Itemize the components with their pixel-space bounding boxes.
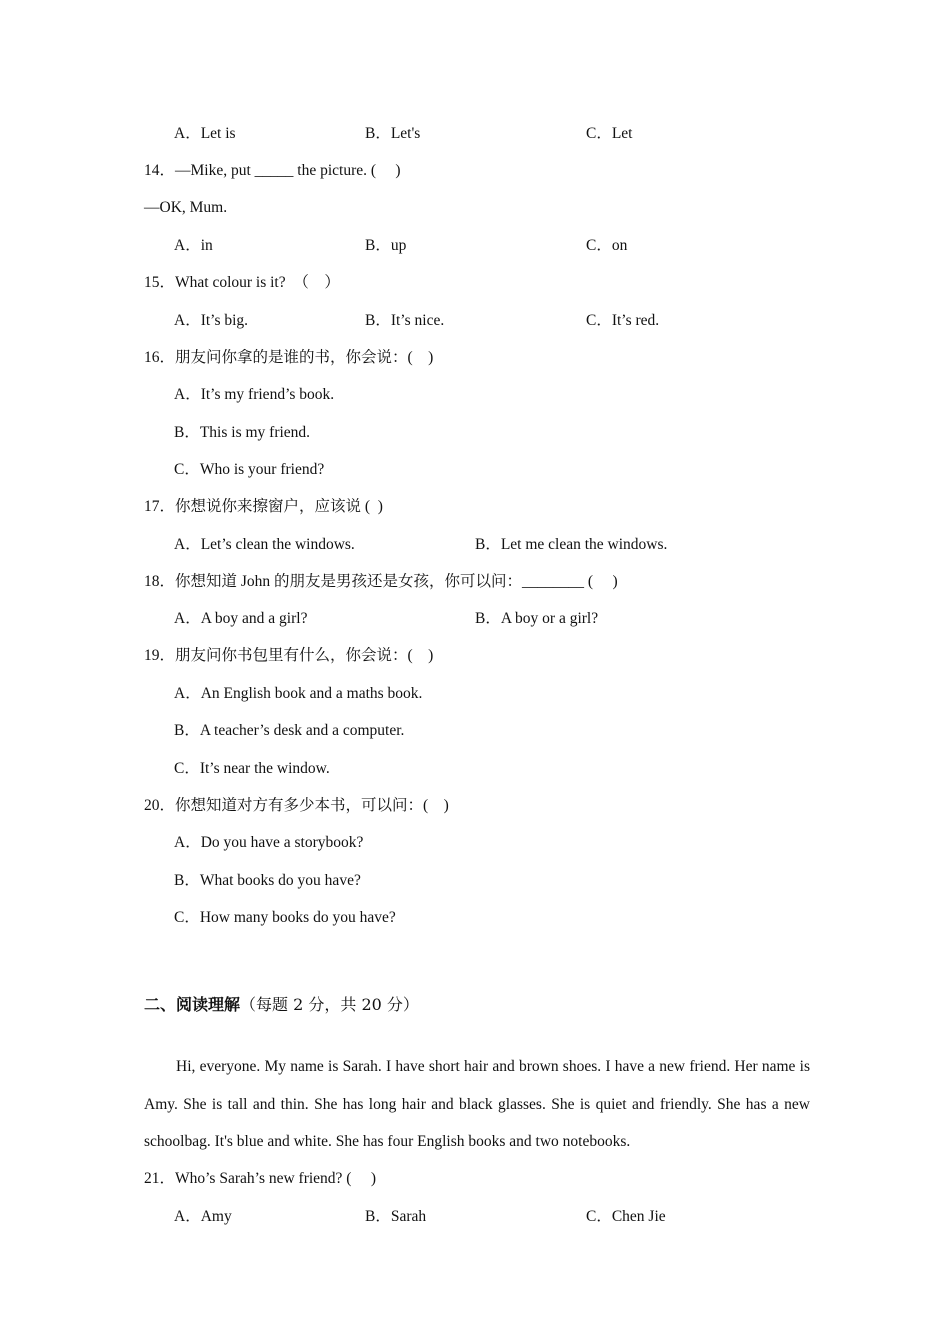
q20-option-b: B．What books do you have? [174, 872, 361, 889]
q21-stem: 21．Who’s Sarah’s new friend? ( ) [144, 1170, 377, 1187]
section-title: 二、阅读理解 [144, 995, 241, 1014]
q16-stem: 16．朋友问你拿的是谁的书，你会说：( ) [144, 349, 434, 366]
q18-option-a: A．A boy and a girl? [174, 610, 308, 627]
q19-option-b: B．A teacher’s desk and a computer. [174, 722, 405, 739]
q16-option-c: C．Who is your friend? [174, 461, 325, 478]
reading-passage: Hi, everyone. My name is Sarah. I have short hair and brown shoes. I have a new friend. Her name is Amy. She is tall and thin. She has long hair and black glasses. She is quiet and friendly. She has a new schoolbag. It's blue and white. She has four English books and two notebooks. [144, 1058, 810, 1150]
q18-stem: 18．你想知道 John 的朋友是男孩还是女孩，你可以问：________ ( ) [144, 573, 618, 590]
q15-stem: 15．What colour is it? （ ） [144, 274, 340, 291]
q13-option-c: C．Let [586, 125, 633, 142]
q17-option-b: B．Let me clean the windows. [475, 536, 668, 553]
q15-option-b: B．It’s nice. [365, 312, 445, 329]
q14-option-c: C．on [586, 237, 628, 254]
q19-option-a: A．An English book and a maths book. [174, 685, 423, 702]
q20-stem: 20．你想知道对方有多少本书，可以问：( ) [144, 797, 449, 814]
q20-option-c: C．How many books do you have? [174, 909, 396, 926]
q13-option-b: B．Let's [365, 125, 421, 142]
q19-option-c: C．It’s near the window. [174, 760, 330, 777]
section-heading [144, 995, 419, 1015]
q14-option-a: A．in [174, 237, 213, 254]
q15-option-c: C．It’s red. [586, 312, 660, 329]
q21-option-b: B．Sarah [365, 1208, 427, 1225]
q13-option-a: A．Let is [174, 125, 236, 142]
q17-stem: 17．你想说你来擦窗户，应该说 ( ) [144, 498, 383, 515]
q21-option-a: A．Amy [174, 1208, 232, 1225]
section-note: （每题 2 分，共 20 分） [240, 995, 419, 1014]
q14-stem: 14．—Mike, put _____ the picture. ( ) [144, 162, 401, 179]
q18-option-b: B．A boy or a girl? [475, 610, 599, 627]
q21-option-c: C．Chen Jie [586, 1208, 666, 1225]
q14-reply: —OK, Mum. [144, 199, 228, 216]
q15-option-a: A．It’s big. [174, 312, 249, 329]
q17-option-a: A．Let’s clean the windows. [174, 536, 355, 553]
q16-option-b: B．This is my friend. [174, 424, 311, 441]
q19-stem: 19．朋友问你书包里有什么，你会说：( ) [144, 647, 434, 664]
q14-option-b: B．up [365, 237, 407, 254]
q20-option-a: A．Do you have a storybook? [174, 834, 364, 851]
q16-option-a: A．It’s my friend’s book. [174, 386, 335, 403]
